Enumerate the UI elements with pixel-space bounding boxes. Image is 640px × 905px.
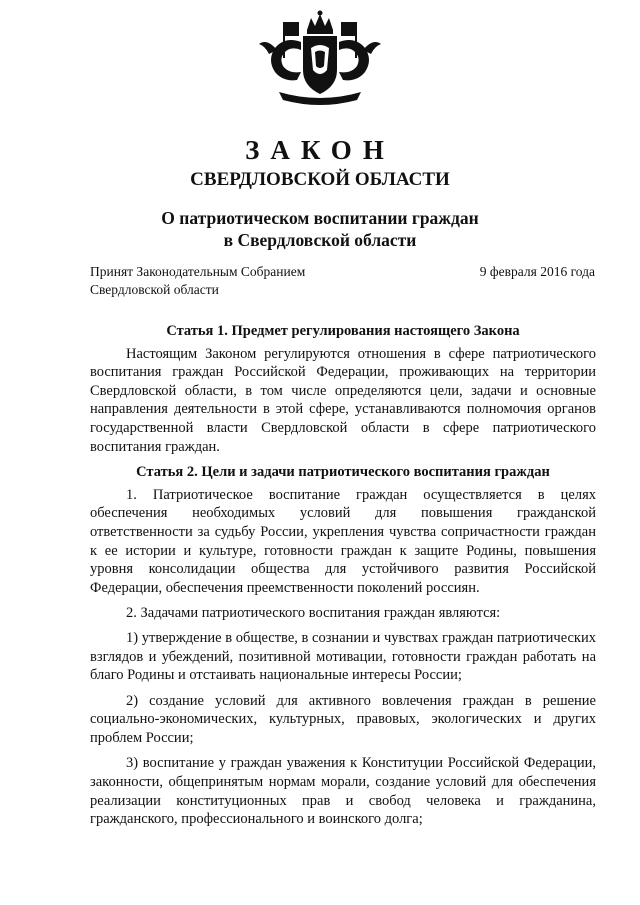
document-subtitle: СВЕРДЛОВСКОЙ ОБЛАСТИ	[190, 169, 450, 190]
adopted-by	[90, 263, 390, 299]
coat-of-arms-icon	[245, 8, 395, 108]
article-2-item-3: 3) воспитание у граждан уважения к Конституции Российской Федерации, законности, общепринятым нормам морали, создание условий для обеспечения реализации конституционных прав и свобод человека и гражданина, гражданского, профессионального и воинского долга;	[90, 755, 596, 828]
law-name	[0, 207, 640, 251]
article-2-heading: Статья 2. Цели и задачи патриотического воспитания граждан	[136, 464, 550, 481]
law-name-line-2: в Свердловской области	[223, 230, 417, 250]
article-2-item-1: 1) утверждение в обществе, в сознании и чувствах граждан патриотических взглядов и убеждений, позитивной мотивации, готовности граждан работать на благо Родины и отстаивать национальные интересы России;	[90, 629, 596, 684]
adopted-by-line-1: Принят Законодательным Собранием	[90, 264, 306, 279]
article-2-paragraph-2: 2. Задачами патриотического воспитания граждан являются:	[126, 605, 501, 622]
adoption-date: 9 февраля 2016 года	[479, 264, 595, 279]
article-1-paragraph-1: Настоящим Законом регулируются отношения в сфере патриотического воспитания граждан Российской Федерации, проживающих на территории Свердловской области, в том числе определяются цели, задачи и основные направления деятельности в этой сфере, устанавливаются полномочия органов государственной власти Свердловской области в сфере патриотического воспитания граждан.	[90, 345, 596, 455]
document-title: ЗАКОН	[245, 135, 395, 165]
article-2-item-2: 2) создание условий для активного вовлечения граждан в решение социально-экономических, культурных, правовых, экологических и других проблем России;	[90, 692, 596, 746]
law-name-line-1: О патриотическом воспитании граждан	[161, 208, 479, 228]
document-body	[90, 322, 596, 836]
article-2-paragraph-1: 1. Патриотическое воспитание граждан осуществляется в целях обеспечения необходимых условий для повышения гражданской ответственности за судьбу России, укрепления чувства сопричастности граждан к ее истории и культуре, готовности граждан к защите Родины, повышения уровня консолидации общества для устойчивого развития Российской Федерации, обеспечения преемственности поколений россиян.	[90, 486, 596, 596]
article-1-heading: Статья 1. Предмет регулирования настоящего Закона	[166, 323, 520, 339]
adopted-by-line-2: Свердловской области	[90, 282, 219, 297]
